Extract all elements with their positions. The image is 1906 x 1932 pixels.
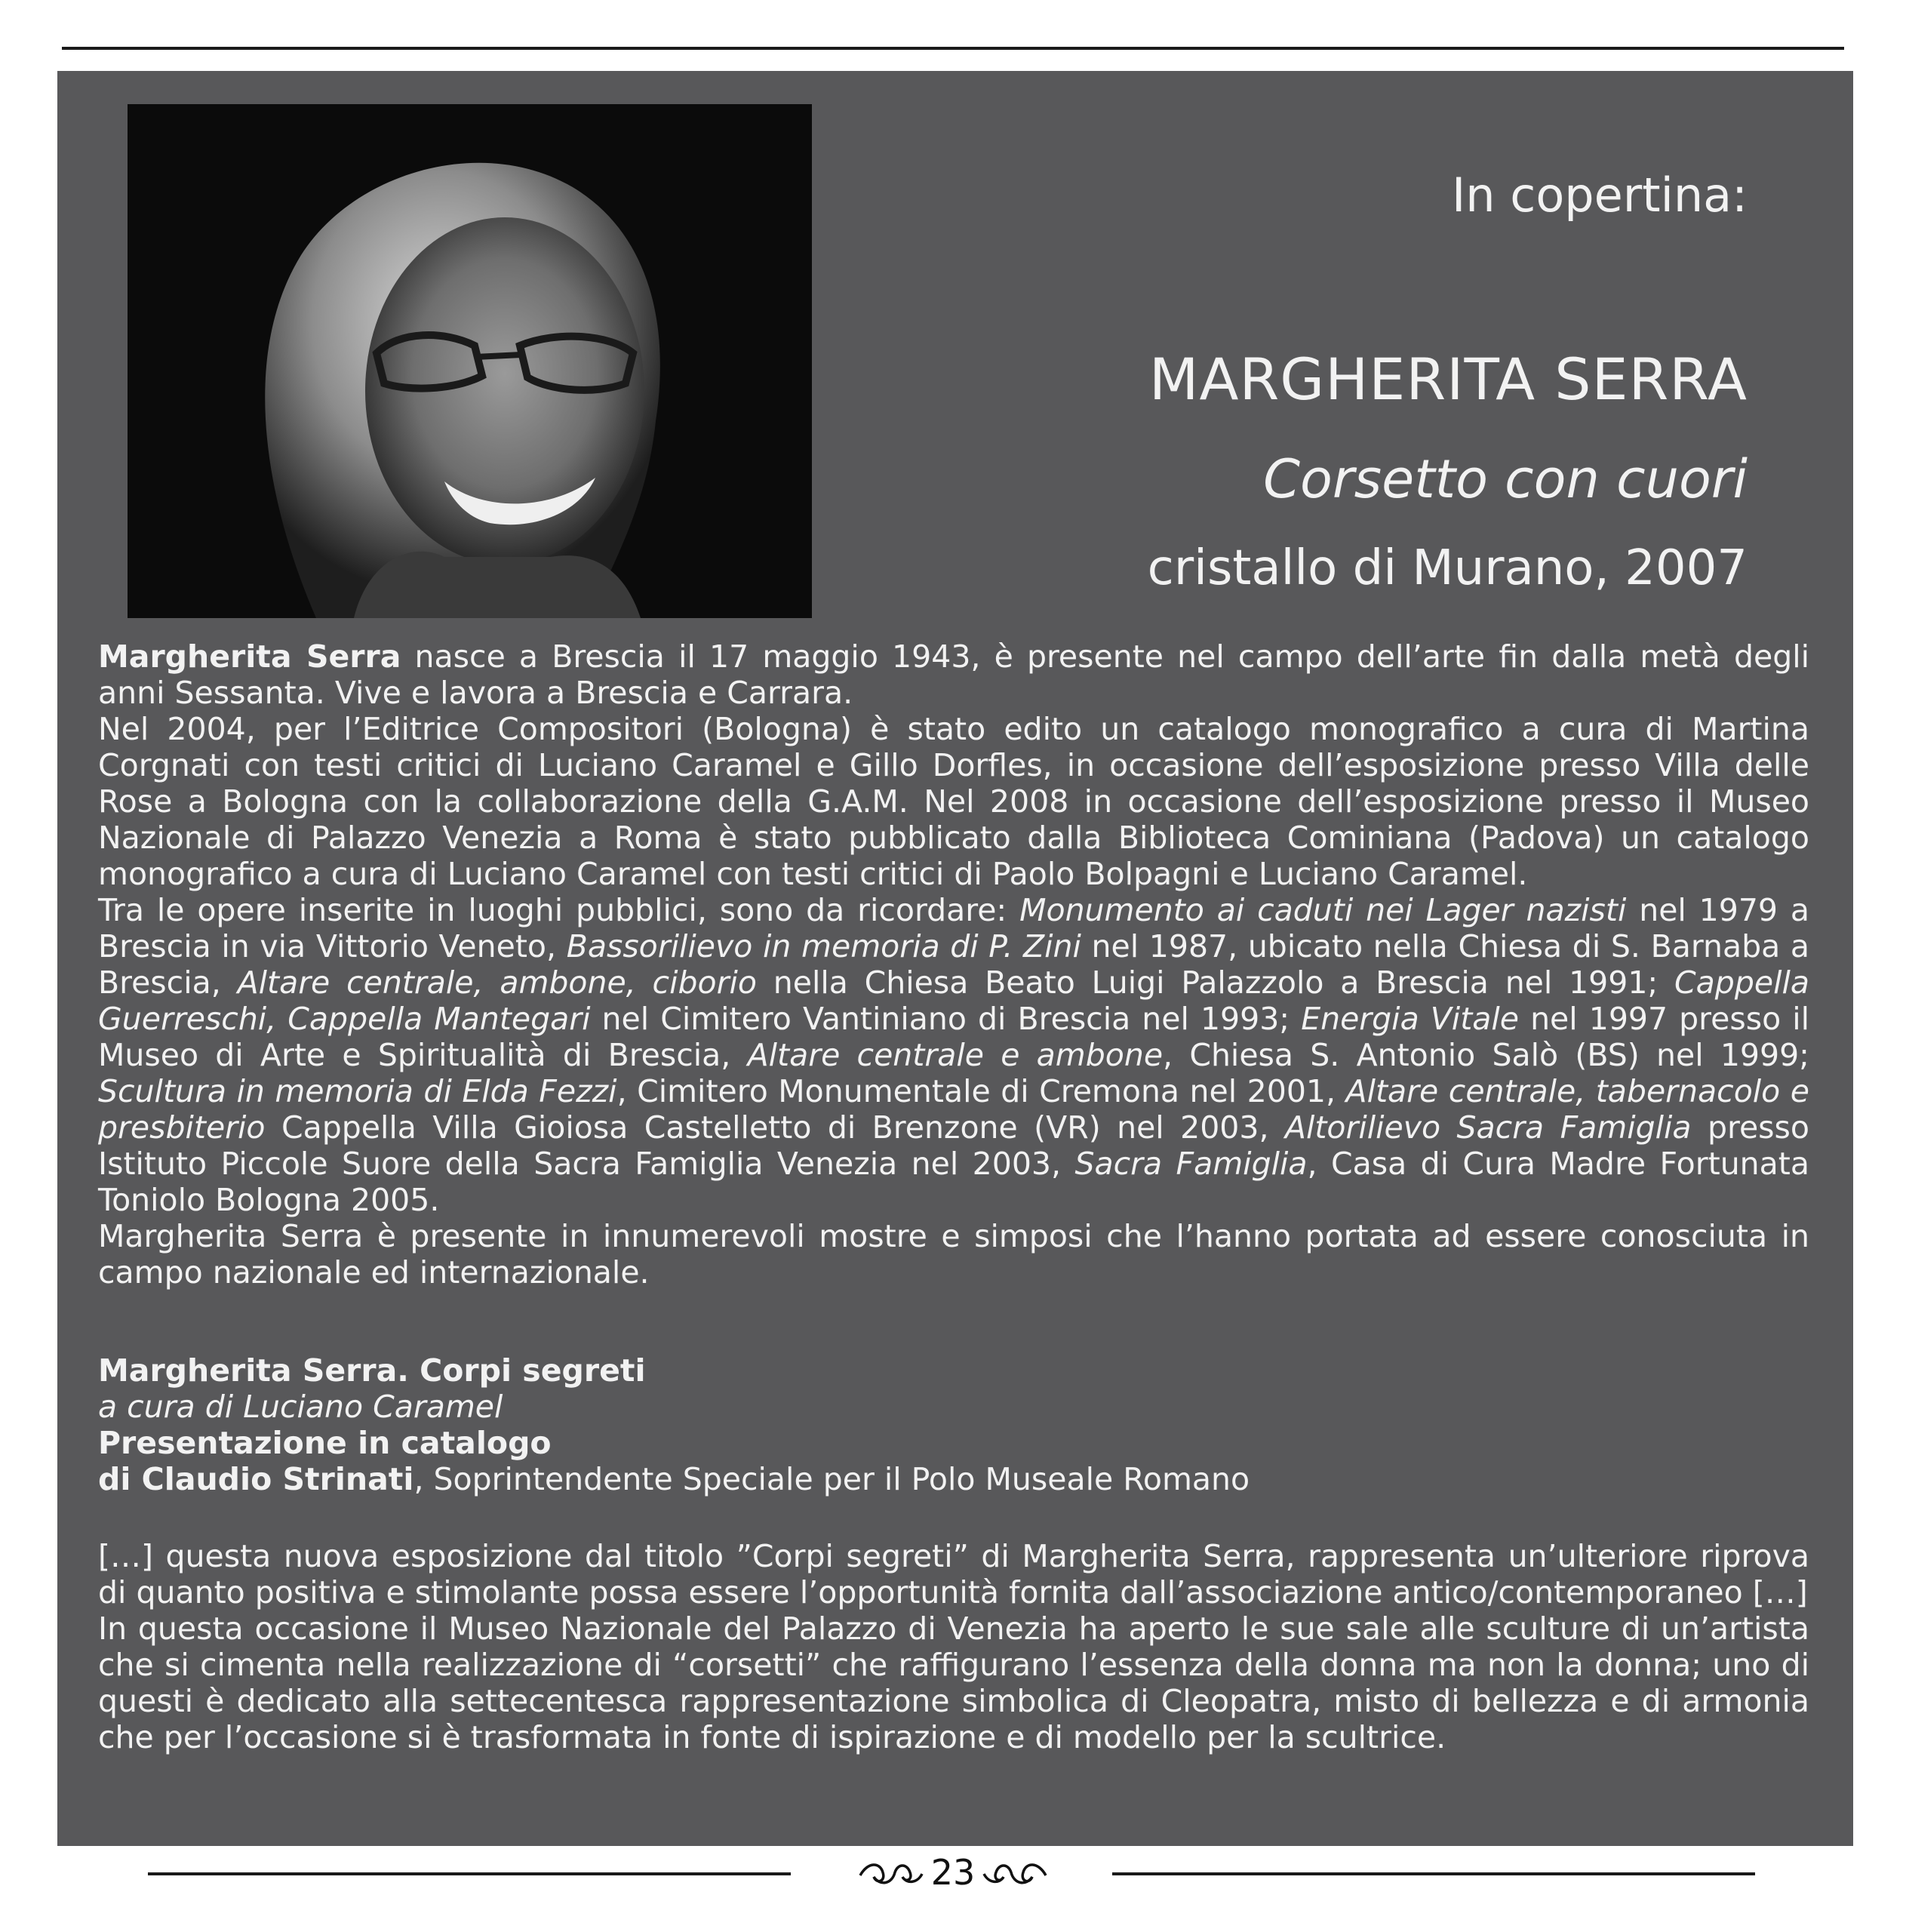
bio-text: , Chiesa S. Antonio Salò (BS) nel 1999;	[1163, 1037, 1809, 1073]
work-title: Cappella Guerreschi, Cappella Mantegari	[98, 964, 1809, 1037]
bio-paragraph: Margherita Serra è presente in innumerevoli mostre e simposi che l’hanno portata ad essere conosciuta in campo nazionale ed internazionale.	[98, 1218, 1809, 1291]
bio-text: Tra le opere inserite in luoghi pubblici, sono da ricordare:	[98, 892, 1020, 928]
bio-text: , Cimitero Monumentale di Cremona nel 2001,	[616, 1073, 1346, 1109]
quote-paragraph: In questa occasione il Museo Nazionale del Palazzo di Venezia ha aperto le sue sale alle sculture di un’artista che si cimenta nella realizzazione di “corsetti” che raffigurano l’essenza della donna ma non la donna; uno di questi è dedicato alla settecentesca rappresentazione simbolica di Cleopatra, misto di bellezza e di armonia che per l’occasione si è trasformata in fonte di ispirazione e di modello per la scultrice.	[98, 1611, 1809, 1755]
work-title: Altorilievo Sacra Famiglia	[1284, 1109, 1692, 1146]
page-number-text: 23	[930, 1852, 976, 1893]
artist-portrait-photo	[128, 104, 812, 618]
footer-rule-right	[1112, 1872, 1755, 1875]
presentation-line	[98, 1425, 1809, 1461]
author-name: di Claudio Strinati	[98, 1461, 414, 1497]
work-title: Scultura in memoria di Elda Fezzi	[98, 1073, 617, 1109]
flourish-left-icon	[857, 1856, 925, 1889]
footer-rule-left	[148, 1872, 791, 1875]
artwork-medium-year: cristallo di Murano, 2007	[1147, 540, 1748, 596]
bio-text: presso Istituto Piccole Suore della Sacra Famiglia Venezia nel 2003,	[98, 1109, 1809, 1182]
author-role: , Soprintendente Speciale per il Polo Museale Romano	[413, 1461, 1250, 1497]
catalog-credits	[98, 1352, 1809, 1497]
bio-text: nasce a Brescia il 17 maggio 1943, è presente nel campo dell’arte fin dalla metà degli anni Sessanta. Vive e lavora a Brescia e Carrara.	[98, 638, 1809, 711]
work-title: Sacra Famiglia	[1074, 1146, 1308, 1182]
top-rule	[62, 47, 1844, 50]
bio-works-paragraph	[98, 892, 1809, 1218]
work-title: Energia Vitale	[1301, 1001, 1520, 1037]
bio-text: nel 1979 a Brescia in via Vittorio Veneto,	[98, 892, 1809, 964]
bio-text: , Casa di Cura Madre Fortunata Toniolo Bologna 2005.	[98, 1146, 1809, 1218]
work-title: Monumento ai caduti nei Lager nazisti	[1019, 892, 1627, 928]
bio-text: nel 1987, ubicato nella Chiesa di S. Barnaba a Brescia,	[98, 928, 1809, 1001]
bio-paragraph: Nel 2004, per l’Editrice Compositori (Bologna) è stato edito un catalogo monografico a cura di Martina Corgnati con testi critici di Luciano Caramel e Gillo Dorfles, in occasione dell’esposizione presso Villa delle Rose a Bologna con la collaborazione della G.A.M. Nel 2008 in occasione dell’esposizione presso il Museo Nazionale di Palazzo Venezia a Roma è stato pubblicato dalla Biblioteca Cominiana (Padova) un catalogo monografico a cura di Luciano Caramel con testi critici di Paolo Bolpagni e Luciano Caramel.	[98, 711, 1809, 892]
bio-text: Cappella Villa Gioiosa Castelletto di Brenzone (VR) nel 2003,	[265, 1109, 1285, 1146]
work-title: Altare centrale, ambone, ciborio	[237, 964, 757, 1001]
author-line	[98, 1461, 1809, 1497]
exhibition-title	[98, 1352, 1809, 1389]
page-number	[844, 1850, 1062, 1895]
work-title: Altare centrale e ambone	[747, 1037, 1164, 1073]
work-title: Altare centrale, tabernacolo e presbiterio	[98, 1073, 1809, 1146]
bio-artist-name: Margherita Serra	[98, 638, 401, 675]
quote-paragraph: […] questa nuova esposizione dal titolo ”Corpi segreti” di Margherita Serra, rappresenta un’ulteriore riprova di quanto positiva e stimolante possa essere l’opportunità fornita dall’associazione antico/contemporaneo […]	[98, 1538, 1809, 1611]
curator-line	[98, 1389, 1809, 1425]
content-panel	[57, 71, 1853, 1846]
curator-text: a cura di Luciano Caramel	[98, 1389, 503, 1425]
bio-text: nel Cimitero Vantiniano di Brescia nel 1993;	[590, 1001, 1302, 1037]
work-title: Bassorilievo in memoria di P. Zini	[566, 928, 1081, 964]
artist-name-heading: MARGHERITA SERRA	[1148, 346, 1748, 413]
bio-text: nel 1997 presso il Museo di Arte e Spiritualità di Brescia,	[98, 1001, 1809, 1073]
biography-text	[98, 638, 1809, 1291]
cover-intro-label: In copertina:	[1451, 168, 1748, 223]
portrait-illustration	[128, 104, 812, 618]
bio-text: nella Chiesa Beato Luigi Palazzolo a Brescia nel 1991;	[756, 964, 1675, 1001]
exhibition-title-text: Margherita Serra. Corpi segreti	[98, 1352, 646, 1389]
catalog-quote	[98, 1538, 1809, 1755]
bio-paragraph	[98, 638, 1809, 711]
flourish-right-icon	[981, 1856, 1049, 1889]
artwork-title: Corsetto con cuori	[1263, 448, 1748, 510]
presentation-text: Presentazione in catalogo	[98, 1425, 552, 1461]
